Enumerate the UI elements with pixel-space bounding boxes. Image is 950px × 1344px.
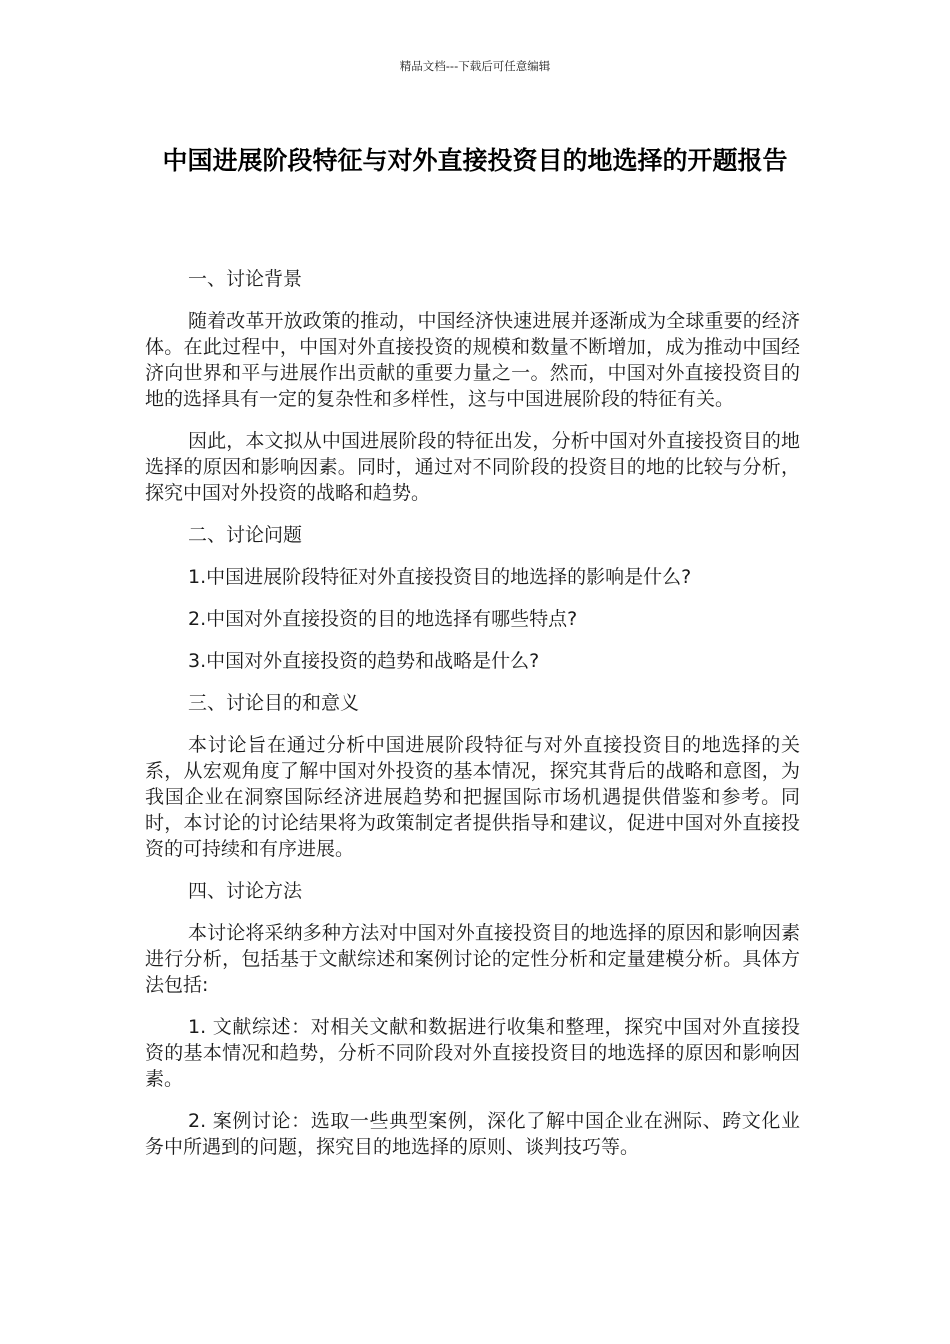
method-item-2: 2. 案例讨论：选取一些典型案例，深化了解中国企业在洲际、跨文化业务中所遇到的问题，探究目的地选择的原则、谈判技巧等。	[145, 1110, 800, 1158]
paragraph-purpose: 本讨论旨在通过分析中国进展阶段特征与对外直接投资目的地选择的关系，从宏观角度了解中国对外投资的基本情况，探究其背后的战略和意图，为我国企业在洞察国际经济进展趋势和把握国际市场机遇提供借鉴和参考。同时，本讨论的讨论结果将为政策制定者提供指导和建议，促进中国对外直接投资的可持续和有序进展。	[145, 734, 800, 860]
question-item-1: 1.中国进展阶段特征对外直接投资目的地选择的影响是什么?	[188, 566, 692, 588]
paragraph-methods-intro: 本讨论将采纳多种方法对中国对外直接投资目的地选择的原因和影响因素进行分析，包括基于文献综述和案例讨论的定性分析和定量建模分析。具体方法包括:	[145, 922, 800, 996]
method-item-1: 1. 文献综述：对相关文献和数据进行收集和整理，探究中国对外直接投资的基本情况和趋势，分析不同阶段对外直接投资目的地选择的原因和影响因素。	[145, 1016, 800, 1090]
section-heading-questions: 二、讨论问题	[188, 524, 303, 546]
section-heading-background: 一、讨论背景	[188, 268, 303, 290]
document-title: 中国进展阶段特征与对外直接投资目的地选择的开题报告	[162, 146, 788, 175]
paragraph-background-2: 因此，本文拟从中国进展阶段的特征出发，分析中国对外直接投资目的地选择的原因和影响因素。同时，通过对不同阶段的投资目的地的比较与分析，探究中国对外投资的战略和趋势。	[145, 430, 800, 504]
question-item-3: 3.中国对外直接投资的趋势和战略是什么?	[188, 650, 540, 672]
header-note: 精品文档---下载后可任意编辑	[399, 59, 551, 73]
section-heading-methods: 四、讨论方法	[188, 880, 303, 902]
paragraph-background-1: 随着改革开放政策的推动，中国经济快速进展并逐渐成为全球重要的经济体。在此过程中，中国对外直接投资的规模和数量不断增加，成为推动中国经济向世界和平与进展作出贡献的重要力量之一。然而，中国对外直接投资目的地的选择具有一定的复杂性和多样性，这与中国进展阶段的特征有关。	[145, 310, 800, 410]
document-body	[145, 266, 800, 1176]
section-heading-purpose: 三、讨论目的和意义	[188, 692, 360, 714]
question-item-2: 2.中国对外直接投资的目的地选择有哪些特点?	[188, 608, 578, 630]
